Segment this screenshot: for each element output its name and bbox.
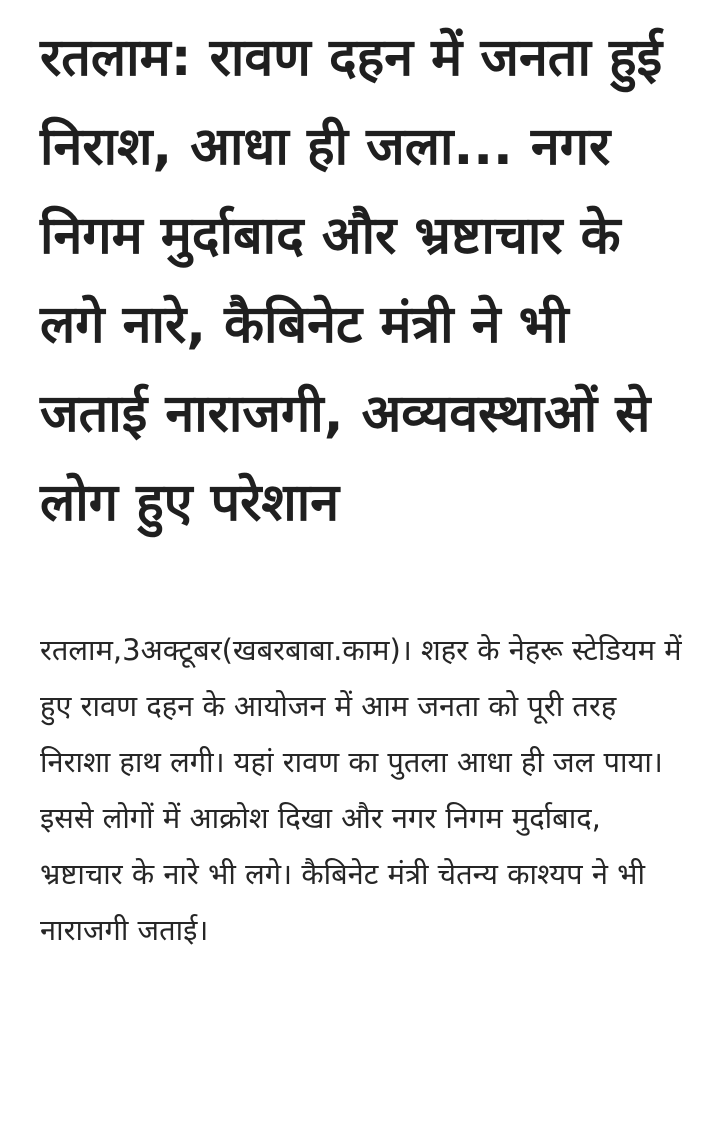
article-headline: रतलाम: रावण दहन में जनता हुई निराश, आधा ही जला... नगर निगम मुर्दाबाद और भ्रष्टाचार के लगे नारे, कैबिनेट मंत्री ने भी जताई नाराजगी, अव्यवस्थाओं से लोग हुए परेशान — [40, 28, 663, 533]
news-article — [40, 14, 690, 958]
article-body: रतलाम,3अक्टूबर(खबरबाबा.काम)। शहर के नेहरू स्टेडियम में हुए रावण दहन के आयोजन में आम जनता को पूरी तरह निराशा हाथ लगी। यहां रावण का पुतला आधा ही जल पाया। इससे लोगों में आक्रोश दिखा और नगर निगम मुर्दाबाद, भ्रष्टाचार के नारे भी लगे। कैबिनेट मंत्री चेतन्य काश्यप ने भी नाराजगी जताई। — [40, 633, 682, 947]
